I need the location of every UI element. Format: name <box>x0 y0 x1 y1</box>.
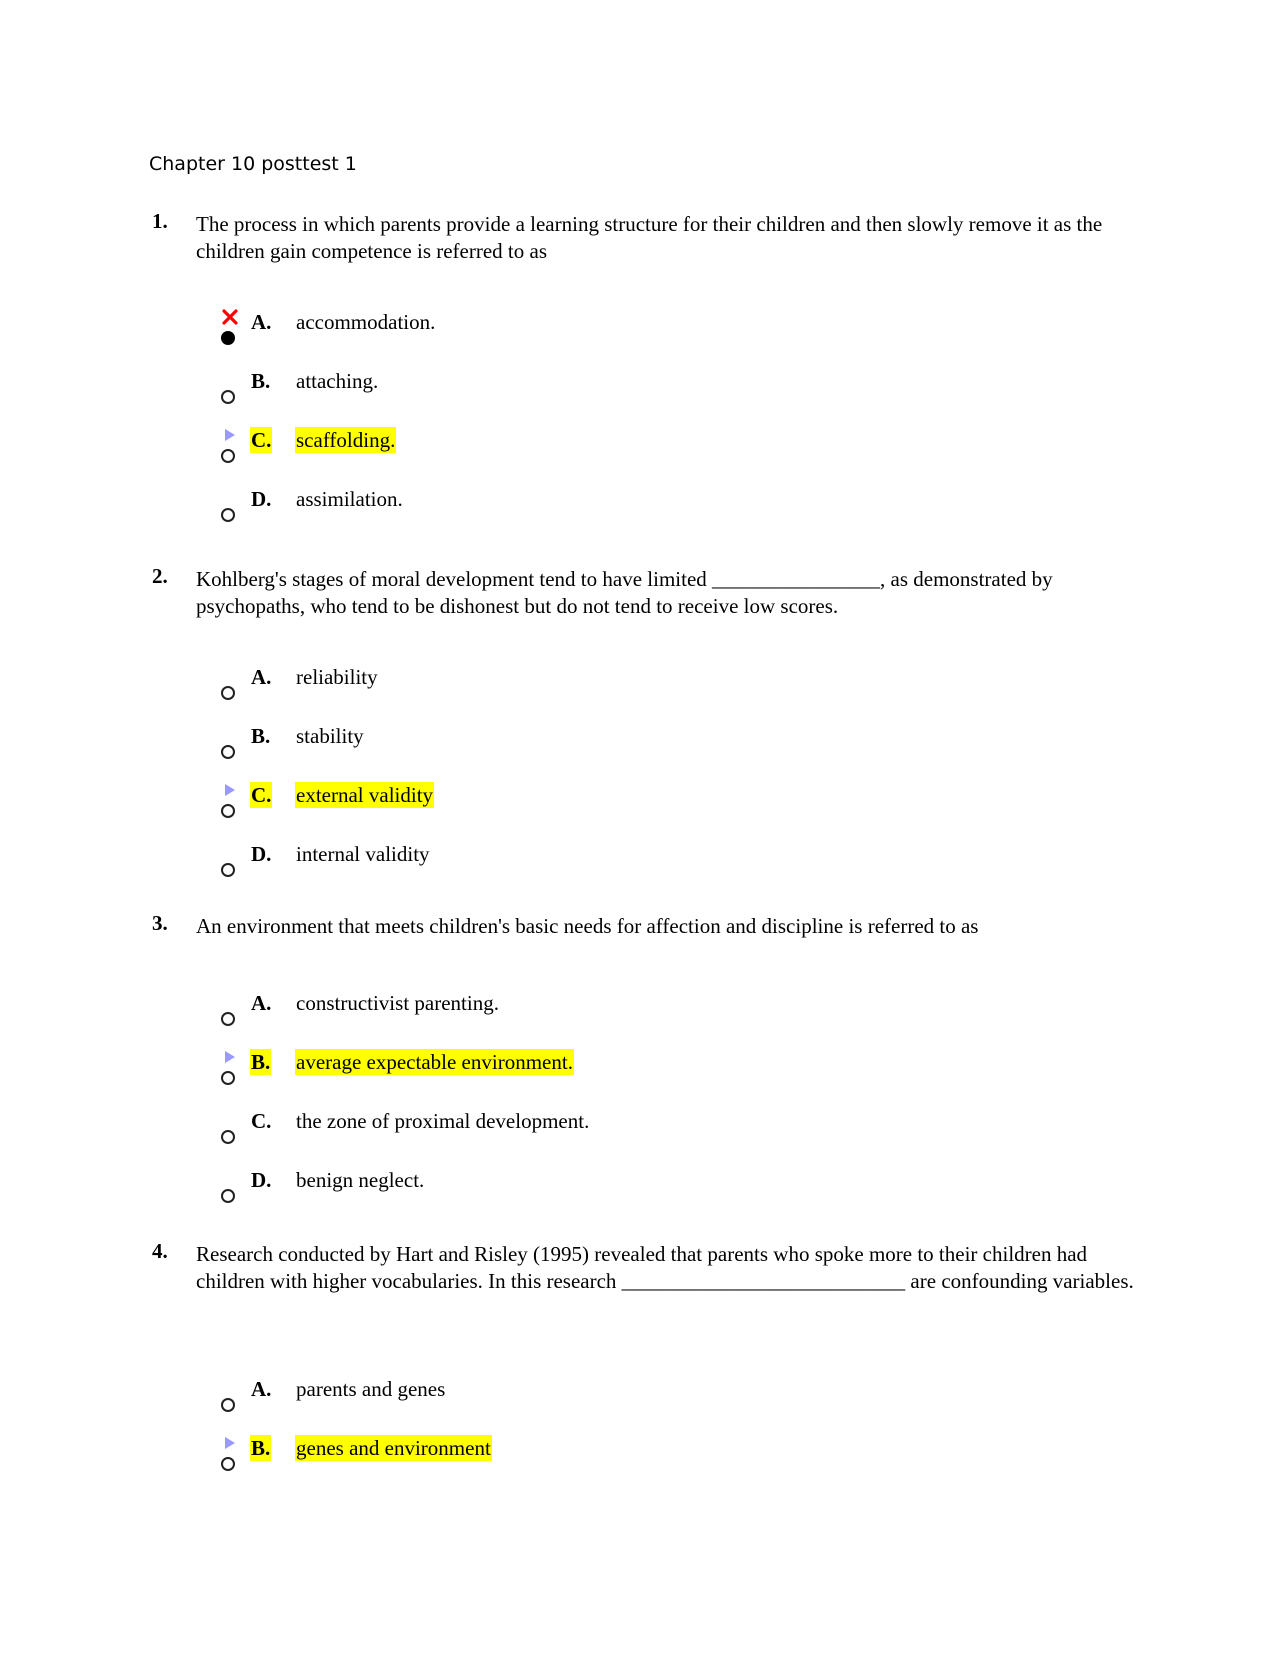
answer-option[interactable] <box>0 723 1280 779</box>
answer-option[interactable] <box>0 486 1280 542</box>
radio-button-selected[interactable] <box>221 331 235 345</box>
question-text: Kohlberg's stages of moral development tend to have limited ________________, as demonstrated by psychopaths, who tend to be dishonest but do not tend to receive low scores. <box>196 567 1053 618</box>
option-letter: D. <box>251 1168 272 1192</box>
radio-button[interactable] <box>221 1012 235 1026</box>
answer-option[interactable] <box>0 427 1280 483</box>
answer-option[interactable] <box>0 990 1280 1046</box>
option-letter: C. <box>251 428 272 452</box>
option-text: the zone of proximal development. <box>296 1109 590 1133</box>
radio-button[interactable] <box>221 804 235 818</box>
radio-button[interactable] <box>221 449 235 463</box>
incorrect-x-icon <box>220 307 240 327</box>
option-text: genes and environment <box>296 1436 491 1460</box>
radio-button[interactable] <box>221 1189 235 1203</box>
option-text: reliability <box>296 665 378 689</box>
answer-option[interactable] <box>0 1167 1280 1223</box>
option-text: average expectable environment. <box>296 1050 573 1074</box>
option-letter: B. <box>251 724 271 748</box>
answer-option[interactable] <box>0 368 1280 424</box>
question-number: 3. <box>152 911 168 935</box>
option-letter: A. <box>251 991 272 1015</box>
answer-option[interactable] <box>0 664 1280 720</box>
radio-button[interactable] <box>221 863 235 877</box>
radio-button[interactable] <box>221 508 235 522</box>
option-letter: B. <box>251 369 271 393</box>
correct-answer-arrow-icon <box>220 425 240 445</box>
question-text: Research conducted by Hart and Risley (1995) revealed that parents who spoke more to their children had children with higher vocabularies. In this research ___________________________ are confounding variables. <box>196 1242 1134 1293</box>
option-text: benign neglect. <box>296 1168 425 1192</box>
option-letter: C. <box>251 783 272 807</box>
answer-option[interactable] <box>0 309 1280 365</box>
option-letter: B. <box>251 1050 271 1074</box>
answer-option[interactable] <box>0 1108 1280 1164</box>
question-text: An environment that meets children's basic needs for affection and discipline is referred to as <box>196 914 979 938</box>
radio-button[interactable] <box>221 1130 235 1144</box>
answer-option[interactable] <box>0 782 1280 838</box>
answer-option[interactable] <box>0 1376 1280 1432</box>
radio-button[interactable] <box>221 1457 235 1471</box>
option-text: scaffolding. <box>296 428 396 452</box>
correct-answer-arrow-icon <box>220 780 240 800</box>
option-text: stability <box>296 724 364 748</box>
option-letter: A. <box>251 1377 272 1401</box>
option-text: assimilation. <box>296 487 403 511</box>
answer-option[interactable] <box>0 1435 1280 1491</box>
radio-button[interactable] <box>221 390 235 404</box>
option-text: constructivist parenting. <box>296 991 499 1015</box>
correct-answer-arrow-icon <box>220 1433 240 1453</box>
option-text: attaching. <box>296 369 379 393</box>
option-letter: D. <box>251 487 272 511</box>
option-letter: C. <box>251 1109 272 1133</box>
document-title: Chapter 10 posttest 1 <box>149 153 357 175</box>
correct-answer-arrow-icon <box>220 1047 240 1067</box>
question-number: 1. <box>152 209 168 233</box>
option-text: accommodation. <box>296 310 436 334</box>
radio-button[interactable] <box>221 686 235 700</box>
option-letter: D. <box>251 842 272 866</box>
question-text: The process in which parents provide a learning structure for their children and then slowly remove it as the children gain competence is referred to as <box>196 212 1103 263</box>
option-text: external validity <box>296 783 434 807</box>
option-text: internal validity <box>296 842 430 866</box>
option-letter: B. <box>251 1436 271 1460</box>
answer-option[interactable] <box>0 1049 1280 1105</box>
option-letter: A. <box>251 665 272 689</box>
question-number: 4. <box>152 1239 168 1263</box>
answer-option[interactable] <box>0 841 1280 897</box>
option-text: parents and genes <box>296 1377 446 1401</box>
radio-button[interactable] <box>221 745 235 759</box>
question-number: 2. <box>152 564 168 588</box>
option-letter: A. <box>251 310 272 334</box>
radio-button[interactable] <box>221 1398 235 1412</box>
radio-button[interactable] <box>221 1071 235 1085</box>
